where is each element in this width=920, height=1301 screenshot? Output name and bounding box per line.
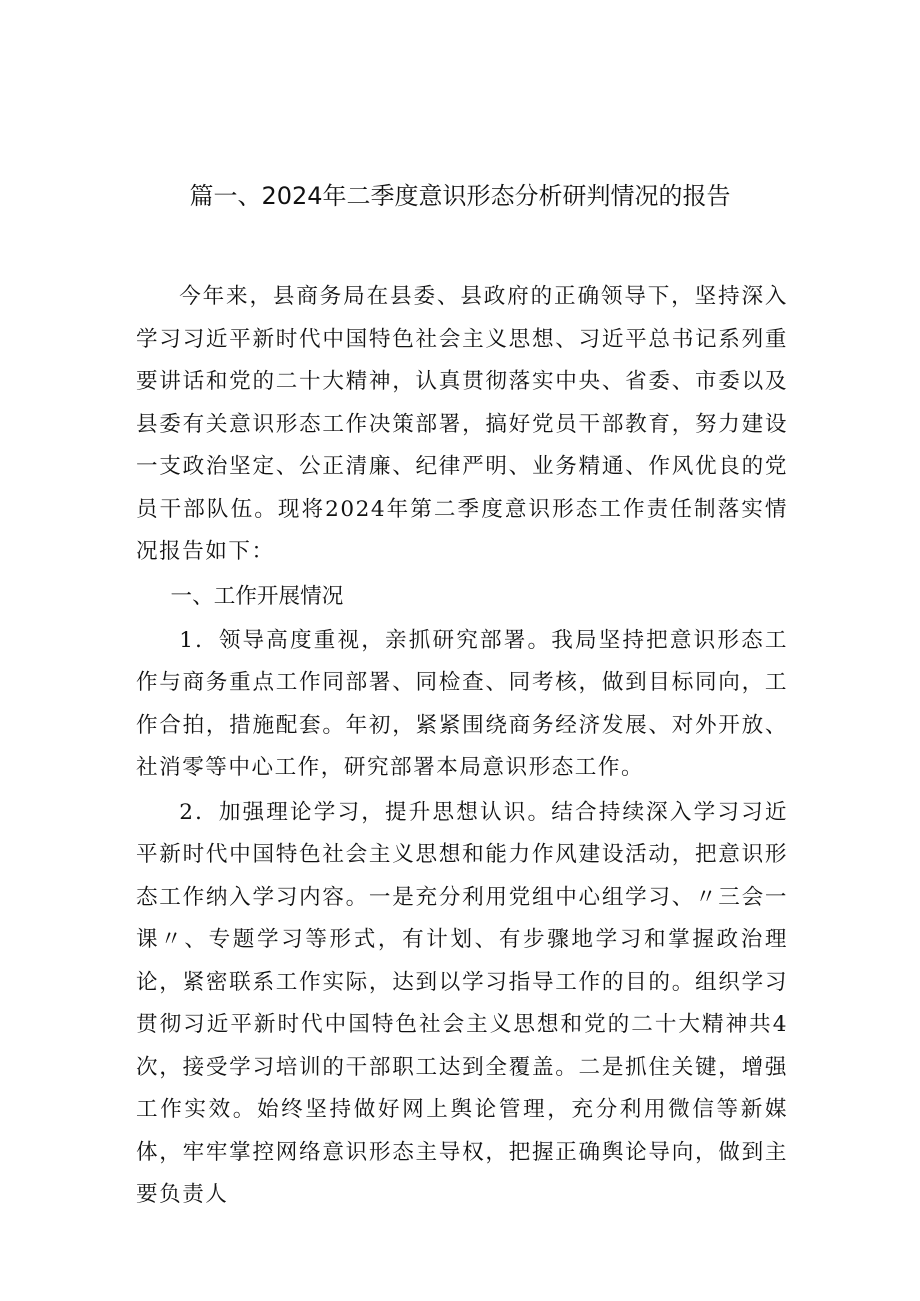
section-heading: 一、工作开展情况: [170, 583, 344, 609]
item-paragraph-1: 1．领导高度重视，亲抓研究部署。我局坚持把意识形态工作与商务重点工作同部署、同检查、同考核，做到目标同向，工作合拍，措施配套。年初，紧紧围绕商务经济发展、对外开放、社消零等中心工作，研究部署本局意识形态工作。: [136, 627, 788, 780]
document-body: [136, 276, 788, 1219]
item-paragraph-2: 2．加强理论学习，提升思想认识。结合持续深入学习习近平新时代中国特色社会主义思想和能力作风建设活动，把意识形态工作纳入学习内容。一是充分利用党组中心组学习、〃三会一课〃、专题学习等形式，有计划、有步骤地学习和掌握政治理论，紧密联系工作实际，达到以学习指导工作的目的。组织学习贯彻习近平新时代中国特色社会主义思想和党的二十大精神共4次，接受学习培训的干部职工达到全覆盖。二是抓住关键，增强工作实效。始终坚持做好网上舆论管理，充分利用微信等新媒体，牢牢掌控网络意识形态主导权，把握正确舆论导向，做到主要负责人: [136, 799, 788, 1207]
intro-paragraph: 今年来，县商务局在县委、县政府的正确领导下，坚持深入学习习近平新时代中国特色社会主义思想、习近平总书记系列重要讲话和党的二十大精神，认真贯彻落实中央、省委、市委以及县委有关意识形态工作决策部署，搞好党员干部教育，努力建设一支政治坚定、公正清廉、纪律严明、业务精通、作风优良的党员干部队伍。现将2024年第二季度意识形态工作责任制落实情况报告如下：: [136, 284, 788, 564]
document-title: 篇一、2024年二季度意识形态分析研判情况的报告: [189, 182, 731, 210]
